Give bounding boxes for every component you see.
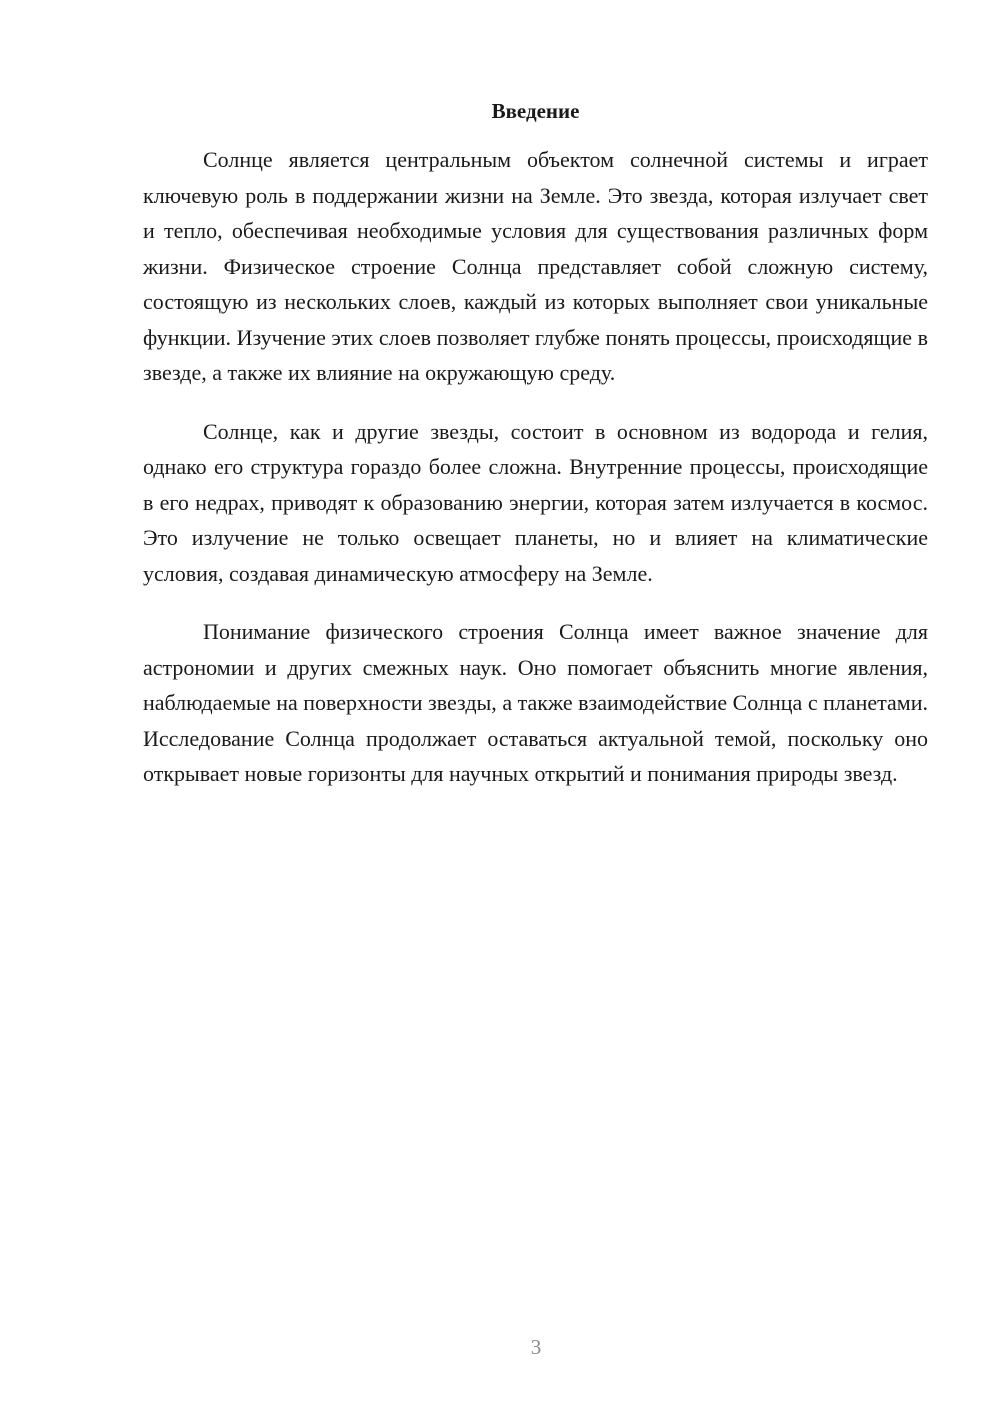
- body-text: [143, 142, 928, 815]
- paragraph-2: Солнце, как и другие звезды, состоит в основном из водорода и гелия, однако его структура гораздо более сложна. Внутренние процессы, происходящие в его недрах, приводят к образованию энергии, которая затем излучается в космос. Это излучение не только освещает планеты, но и влияет на климатические условия, создавая динамическую атмосферу на Земле.: [143, 418, 928, 586]
- section-heading: Введение: [491, 99, 580, 123]
- paragraph-1: Солнце является центральным объектом солнечной системы и играет ключевую роль в поддержании жизни на Земле. Это звезда, которая излучает свет и тепло, обеспечивая необходимые условия для существования различных форм жизни. Физическое строение Солнца представляет собой сложную систему, состоящую из нескольких слоев, каждый из которых выполняет свои уникальные функции. Изучение этих слоев позволяет глубже понять процессы, происходящие в звезде, а также их влияние на окружающую среду.: [143, 147, 928, 385]
- paragraph-3: Понимание физического строения Солнца имеет важное значение для астрономии и других смежных наук. Оно помогает объяснить многие явления, наблюдаемые на поверхности звезды, а также взаимодействие Солнца с планетами. Исследование Солнца продолжает оставаться актуальной темой, поскольку оно открывает новые горизонты для научных открытий и понимания природы звезд.: [143, 619, 928, 786]
- page-number: 3: [530, 1335, 542, 1359]
